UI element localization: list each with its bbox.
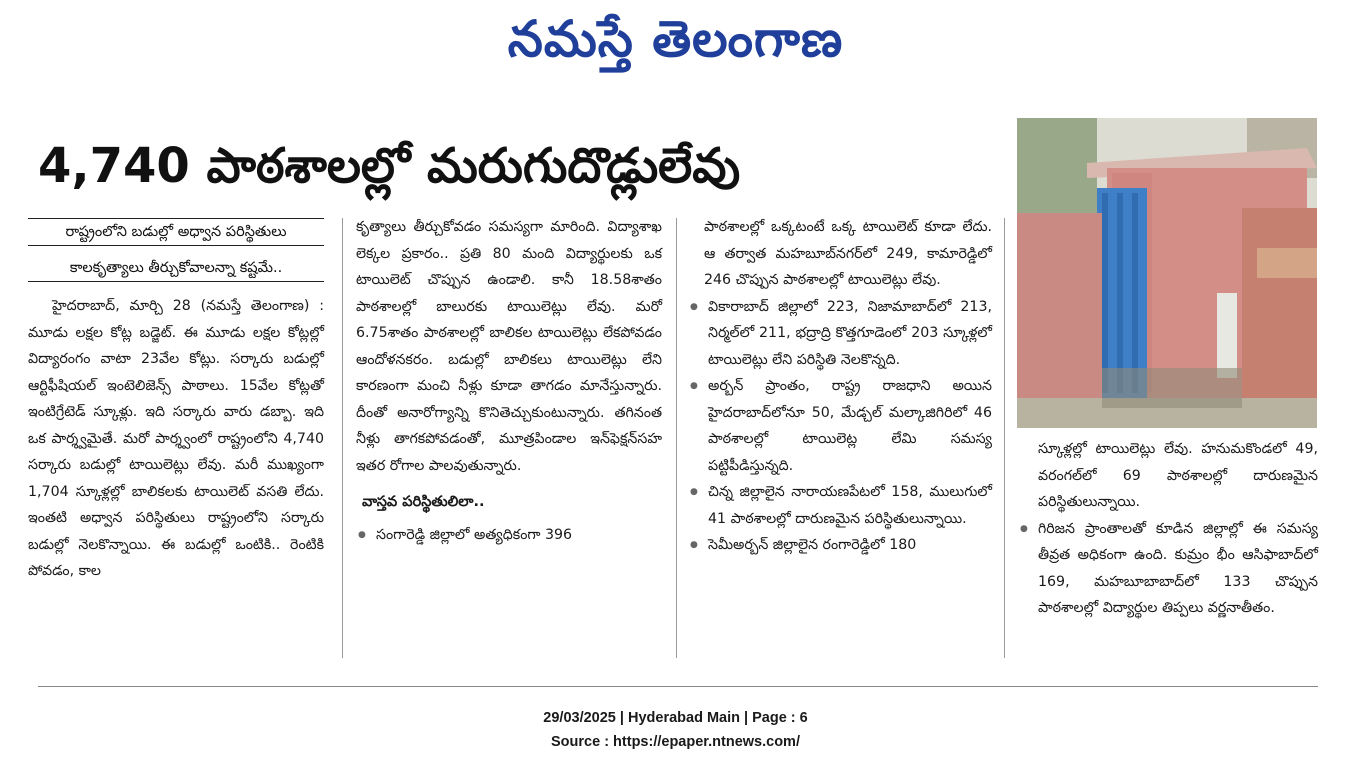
toilet-photo bbox=[1017, 118, 1317, 428]
footer-rule bbox=[38, 686, 1318, 687]
deck-line-1: రాష్ట్రంలోని బడుల్లో అధ్వాన పరిస్థితులు bbox=[28, 218, 324, 246]
bullet-item: ● గిరిజన ప్రాంతాలతో కూడిన జిల్లాల్లో ఈ సమస్య తీవ్రత అధికంగా ఉంది. కుమ్రం భీం ఆసిఫాబాద్‌లో 169, మహబూబాబాద్‌లో 133 చొప్పున పాఠశాలల్లో విద్యార్థుల తిప్పలు వర్ణనాతీతం. bbox=[1018, 516, 1318, 622]
bullet-item: ● అర్బన్ ప్రాంతం, రాష్ట్ర రాజధాని అయిన హైదరాబాద్‌లోనూ 50, మేడ్చల్ మల్కాజిగిరిలో 46 పాఠశాలల్లో టాయిలెట్ల లేమి సమస్య పట్టిపీడిస్తున్నది. bbox=[688, 373, 992, 479]
column-3-text: పాఠశాలల్లో ఒక్కటంటే ఒక్క టాయిలెట్ కూడా లేదు. ఆ తర్వాత మహబూబ్‌నగర్‌లో 249, కామారెడ్డిలో 246 చొప్పున పాఠశాలల్లో టాయిలెట్లు లేవు. bbox=[704, 219, 992, 288]
footer-source: Source : https://epaper.ntnews.com/ bbox=[551, 734, 800, 750]
bullet-item: ● సంగారెడ్డి జిల్లాలో అత్యధికంగా 396 bbox=[356, 522, 662, 549]
article-column-3 bbox=[688, 214, 992, 559]
masthead: నమస్తే తెలంగాణ bbox=[507, 10, 844, 68]
subheading: వాస్తవ పరిస్థితులిలా.. bbox=[362, 494, 485, 510]
deck-line-2: కాలకృత్యాలు తీర్చుకోవాలన్నా కష్టమే.. bbox=[28, 255, 324, 282]
article-column-4 bbox=[1018, 436, 1318, 622]
footer-edition-info: 29/03/2025 | Hyderabad Main | Page : 6 bbox=[543, 710, 808, 726]
bullet-item: ● వికారాబాద్ జిల్లాలో 223, నిజామాబాద్‌లో 213, నిర్మల్‌లో 211, భద్రాద్రి కొత్తగూడెంలో 203 స్కూళ్లలో టాయిలెట్లు లేని పరిస్థితి నెలకొన్నది. bbox=[688, 294, 992, 374]
headline: 4,740 పాఠశాలల్లో మరుగుదొడ్లులేవు bbox=[38, 138, 741, 194]
column-divider bbox=[676, 218, 677, 658]
article-column-2 bbox=[356, 214, 662, 548]
column-2-text: కృత్యాలు తీర్చుకోవడం సమస్యగా మారింది. విద్యాశాఖ లెక్కల ప్రకారం.. ప్రతి 80 మంది విద్యార్థులకు ఒక టాయిలెట్ చొప్పున ఉండాలి. కానీ 18.58శాతం పాఠశాలల్లో బాలురకు టాయిలెట్లు లేవు. మరో 6.75శాతం పాఠశాలల్లో బాలికల టాయిలెట్లు లేకపోవడం ఆందోళనకరం. బడుల్లో బాలికలు టాయిలెట్లు లేని కారణంగా మంచి నీళ్లు కూడా తాగడం మానేస్తున్నారు. దీంతో అనారోగ్యాన్ని కొనితెచ్చుకుంటున్నారు. తగినంత నీళ్లు తాగకపోవడంతో, మూత్రపిండాల ఇన్‌ఫెక్షన్‌సహ ఇతర రోగాల పాలవుతున్నారు. bbox=[356, 219, 662, 474]
bullet-item: ● సెమీఅర్బన్ జిల్లాలైన రంగారెడ్డిలో 180 bbox=[688, 532, 992, 559]
column-divider bbox=[1004, 218, 1005, 658]
bullet-item: ● చిన్న జిల్లాలైన నారాయణపేటలో 158, ములుగులో 41 పాఠశాలల్లో దారుణమైన పరిస్థితులున్నాయి. bbox=[688, 479, 992, 532]
column-divider bbox=[342, 218, 343, 658]
column-4-text: స్కూళ్లల్లో టాయిలెట్లు లేవు. హనుమకొండలో 49, వరంగల్‌లో 69 పాఠశాలల్లో దారుణమైన పరిస్థితులున్నాయి. bbox=[1038, 441, 1318, 510]
article-column-1 bbox=[28, 293, 324, 585]
column-1-text: హైదరాబాద్, మార్చి 28 (నమస్తే తెలంగాణ) : మూడు లక్షల కోట్ల బడ్జెట్. ఈ మూడు లక్షల కోట్లల్లో విద్యారంగం వాటా 23వేల కోట్లు. సర్కారు బడుల్లో ఆర్టిఫీషియల్ ఇంటెలిజెన్స్ పాఠాలు. 15వేల కోట్లతో ఇంటిగ్రేటెడ్ స్కూళ్లు. ఇది సర్కారు వారు డబ్బా. ఇది ఒక పార్శ్వమైతే. మరో పార్శ్వంలో రాష్ట్రంలోని 4,740 సర్కారు బడుల్లో టాయిలెట్లు లేవు. మరీ ముఖ్యంగా 1,704 స్కూళ్లల్లో బాలికలకు టాయిలెట్ వసతి లేదు. ఇంతటి అధ్వాన పరిస్థితులు రాష్ట్రంలోని సర్కారు బడుల్లో నెలకొన్నాయి. ఈ బడుల్లో ఒంటికి.. రెంటికి పోవడం, కాల bbox=[28, 298, 324, 579]
